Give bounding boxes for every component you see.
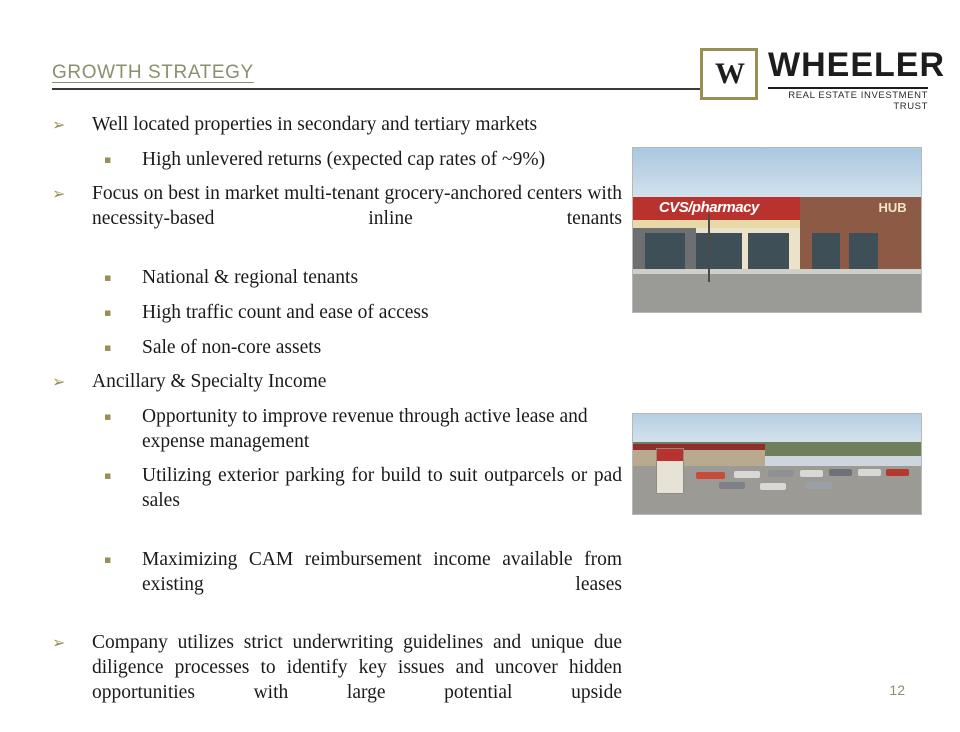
list-item	[52, 463, 622, 538]
list-item-text: Ancillary & Specialty Income	[92, 371, 327, 392]
list-item	[52, 300, 622, 326]
list-item	[52, 404, 622, 454]
list-item-text: High unlevered returns (expected cap rates of ~9%)	[142, 149, 546, 170]
title-divider	[52, 88, 702, 90]
list-item	[52, 112, 622, 138]
list-item	[52, 369, 622, 395]
bullet-list	[52, 104, 622, 732]
square-bullet-icon: ▪	[104, 410, 112, 423]
logo-tagline: REAL ESTATE INVESTMENT TRUST	[788, 90, 928, 112]
photo-store-sign-secondary: HUB	[878, 200, 907, 216]
list-item	[52, 630, 622, 730]
square-bullet-icon: ▪	[104, 341, 112, 354]
list-item	[52, 265, 622, 291]
arrow-bullet-icon: ➢	[52, 184, 66, 203]
list-item-text: Maximizing CAM reimbursement income available from existing leases	[142, 549, 622, 595]
list-item	[52, 181, 622, 256]
square-bullet-icon: ▪	[104, 553, 112, 566]
logo-mark	[700, 48, 758, 100]
list-item-text: Opportunity to improve revenue through active lease and expense management	[142, 406, 588, 452]
page-number: 12	[889, 682, 905, 698]
arrow-bullet-icon: ➢	[52, 633, 66, 652]
list-item	[52, 547, 622, 622]
photo-store-sign: CVS/pharmacy	[658, 198, 759, 216]
list-item-text: Company utilizes strict underwriting guidelines and unique due diligence processes to identify key issues and uncover hidden opportunities with large potential upside	[92, 632, 622, 703]
list-item-text: Focus on best in market multi-tenant grocery-anchored centers with necessity-based inline tenants	[92, 183, 622, 229]
arrow-bullet-icon: ➢	[52, 115, 66, 134]
square-bullet-icon: ▪	[104, 469, 112, 482]
pylon-sign	[656, 448, 684, 494]
square-bullet-icon: ▪	[104, 153, 112, 166]
company-logo	[700, 46, 945, 112]
list-item-text: Well located properties in secondary and tertiary markets	[92, 114, 538, 135]
arrow-bullet-icon: ➢	[52, 372, 66, 391]
list-item-text: Utilizing exterior parking for build to suit outparcels or pad sales	[142, 465, 622, 511]
list-item	[52, 335, 622, 361]
square-bullet-icon: ▪	[104, 271, 112, 284]
square-bullet-icon: ▪	[104, 306, 112, 319]
list-item	[52, 147, 622, 173]
logo-wordmark: WHEELER	[768, 46, 945, 84]
logo-divider	[768, 87, 928, 89]
list-item-text: High traffic count and ease of access	[142, 302, 429, 323]
shopping-center-parking-photo	[632, 413, 922, 515]
list-item-text: Sale of non-core assets	[142, 337, 322, 358]
list-item-text: National & regional tenants	[142, 267, 359, 288]
shopping-center-cvs-photo	[632, 147, 922, 313]
logo-mark-letter: W	[715, 57, 743, 90]
page-title: GROWTH STRATEGY	[52, 62, 254, 83]
